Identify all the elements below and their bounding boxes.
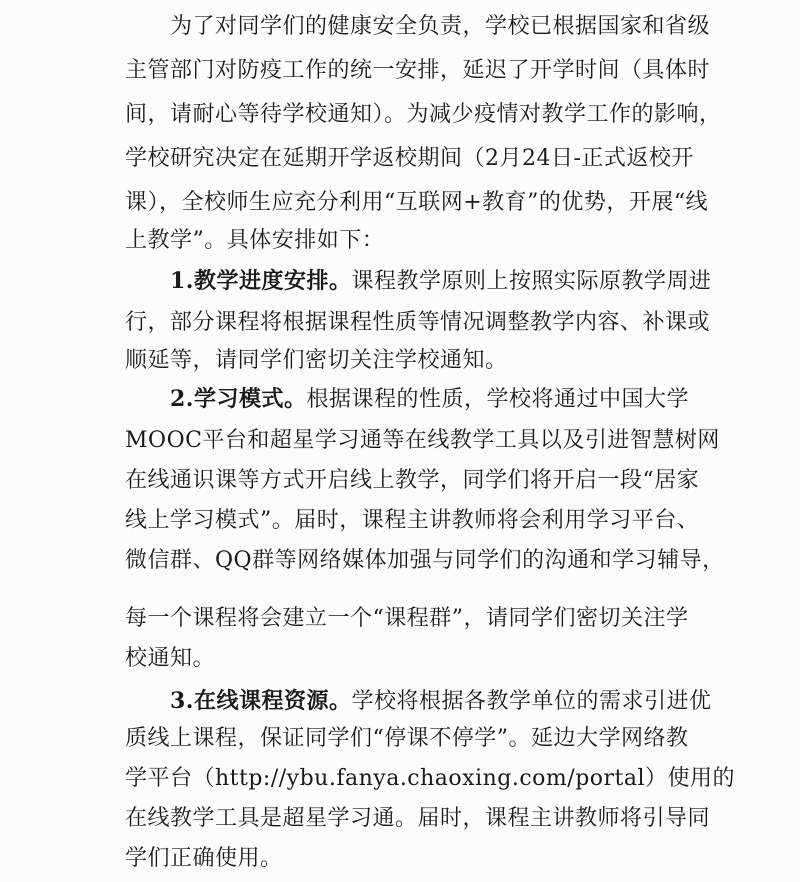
section3-heading: 3.在线课程资源。	[170, 688, 352, 714]
section1-line: 顺延等，请同学们密切关注学校通知。	[125, 348, 508, 373]
section2-line: MOOC平台和超星学习通等在线教学工具以及引进智慧树网	[125, 428, 720, 453]
intro-line: 学校研究决定在延期开学返校期间（2月24日-正式返校开	[125, 146, 694, 171]
intro-line: 课），全校师生应充分利用“互联网+教育”的优势，开展“线	[125, 190, 709, 215]
section2-first-line	[170, 384, 710, 415]
intro-line: 上教学”。具体安排如下：	[125, 228, 385, 253]
intro-line: 为了对同学们的健康安全负责，学校已根据国家和省级	[170, 14, 711, 39]
section1-text: 课程教学原则上按照实际原教学周进	[351, 269, 712, 294]
section3-line: 学们正确使用。	[125, 846, 283, 871]
section1-line: 行，部分课程将根据课程性质等情况调整教学内容、补课或	[125, 310, 711, 335]
section3-first-line	[170, 686, 710, 717]
intro-line: 主管部门对防疫工作的统一安排，延迟了开学时间（具体时	[125, 58, 711, 83]
section2-line: 线上学习模式”。届时，课程主讲教师将会利用学习平台、	[125, 508, 700, 533]
section1-first-line	[170, 266, 710, 297]
section2-line: 微信群、QQ群等网络媒体加强与同学们的沟通和学习辅导，	[125, 548, 725, 573]
section3-line: 在线教学工具是超星学习通。届时，课程主讲教师将引导同	[125, 806, 711, 831]
section3-line: 质线上课程，保证同学们“停课不停学”。延边大学网络教	[125, 726, 689, 751]
section2-line: 在线通识课等方式开启线上教学，同学们将开启一段“居家	[125, 468, 700, 493]
section2-line: 校通知。	[125, 646, 216, 671]
section2-line: 每一个课程将会建立一个“课程群”，请同学们密切关注学	[125, 606, 689, 631]
section3-line: 学平台（http://ybu.fanya.chaoxing.com/portal）使用的	[125, 766, 736, 791]
section2-heading: 2.学习模式。	[170, 386, 307, 412]
section2-text: 根据课程的性质，学校将通过中国大学	[306, 387, 689, 412]
section1-heading: 1.教学进度安排。	[170, 268, 352, 294]
intro-line: 间，请耐心等待学校通知）。为减少疫情对教学工作的影响，	[125, 102, 722, 127]
section3-text: 学校将根据各教学单位的需求引进优	[351, 689, 712, 714]
